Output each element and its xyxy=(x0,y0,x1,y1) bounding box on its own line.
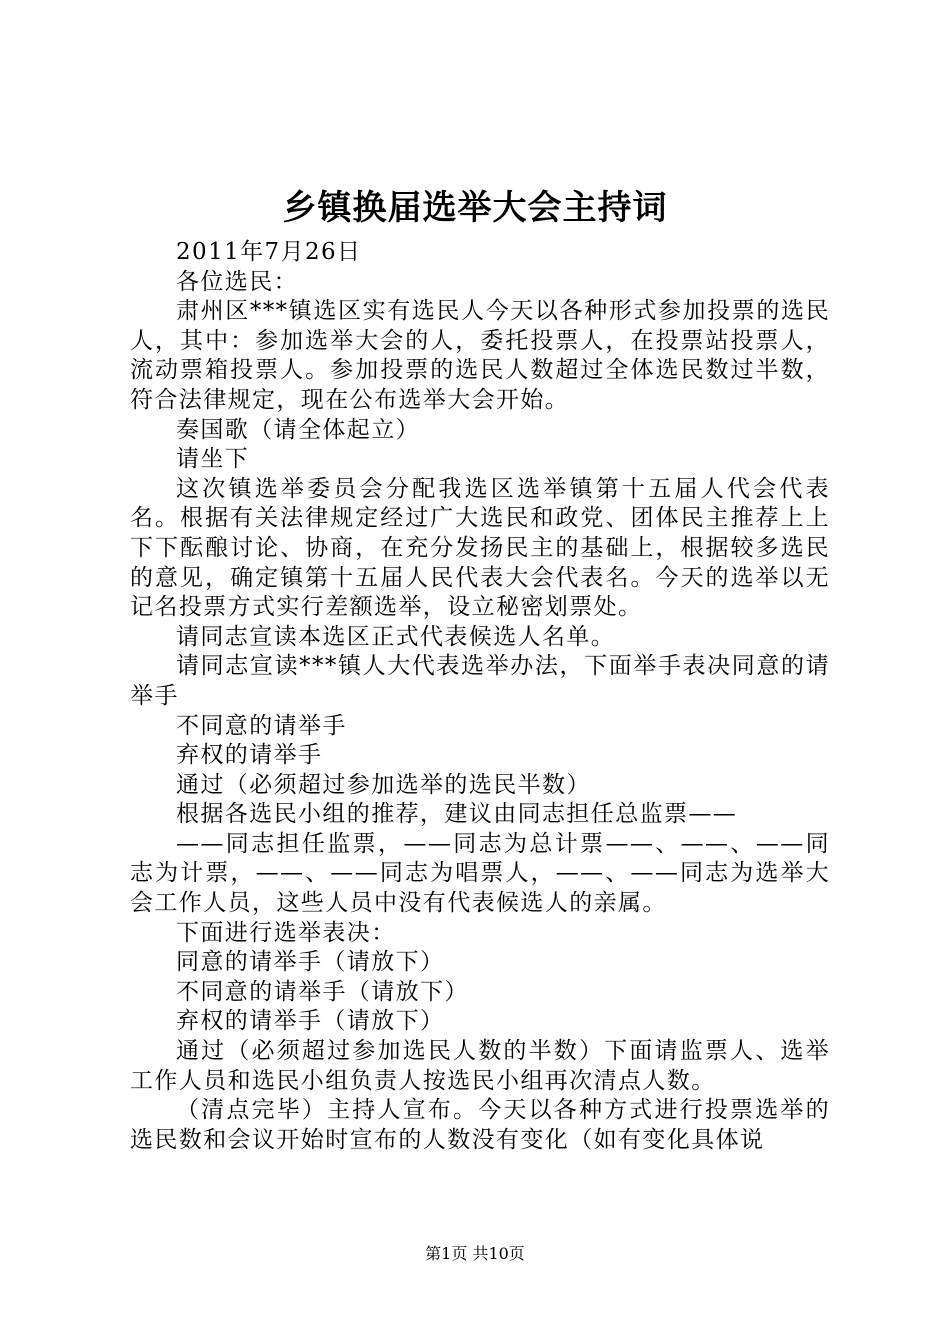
paragraph: 同意的请举手（请放下） xyxy=(176,949,445,976)
paragraph: 这次镇选举委员会分配我选区选举镇第十五届人代会代表名。根据有关法律规定经过广大选民和政党、团体民主推荐上上下下酝酿讨论、协商，在充分发扬民主的基础上，根据较多选民的意见，确定镇第十五届人民代表大会代表名。今天的选举以无记名投票方式实行差额选举，设立秘密划票处。 xyxy=(130,475,830,621)
salutation: 各位选民： xyxy=(176,268,298,295)
paragraph: 不同意的请举手 xyxy=(176,712,347,739)
paragraph: 通过（必须超过参加选举的选民半数） xyxy=(176,771,591,798)
paragraph: 请同志宣读***镇人大代表选举办法，下面举手表决同意的请举手 xyxy=(130,653,830,709)
paragraph: 请同志宣读本选区正式代表候选人名单。 xyxy=(176,623,616,650)
paragraph: 弃权的请举手 xyxy=(176,742,323,769)
paragraph: 下面进行选举表决： xyxy=(176,919,396,946)
paragraph: 不同意的请举手（请放下） xyxy=(176,978,469,1005)
paragraph: ——同志担任监票，——同志为总计票——、——、——同志为计票，——、——同志为唱票人，——、——同志为选举大会工作人员，这些人员中没有代表候选人的亲属。 xyxy=(130,830,830,917)
document-body xyxy=(130,238,830,1155)
paragraph: 根据各选民小组的推荐，建议由同志担任总监票—— xyxy=(176,801,738,828)
page-number-footer: 第1页 共10页 xyxy=(425,1244,525,1263)
date-line: 2011年7月26日 xyxy=(176,239,362,265)
paragraph: （清点完毕）主持人宣布。今天以各种方式进行投票选举的选民数和会议开始时宣布的人数没有变化（如有变化具体说 xyxy=(130,1097,830,1153)
paragraph: 通过（必须超过参加选民人数的半数）下面请监票人、选举工作人员和选民小组负责人按选民小组再次清点人数。 xyxy=(130,1038,830,1094)
paragraph: 弃权的请举手（请放下） xyxy=(176,1008,445,1035)
document-title: 乡镇换届选举大会主持词 xyxy=(282,188,668,228)
paragraph: 肃州区***镇选区实有选民人今天以各种形式参加投票的选民人，其中：参加选举大会的人，委托投票人，在投票站投票人，流动票箱投票人。参加投票的选民人数超过全体选民数过半数，符合法律规定，现在公布选举大会开始。 xyxy=(130,298,830,413)
paragraph: 请坐下 xyxy=(176,446,250,473)
paragraph: 奏国歌（请全体起立） xyxy=(176,416,420,443)
